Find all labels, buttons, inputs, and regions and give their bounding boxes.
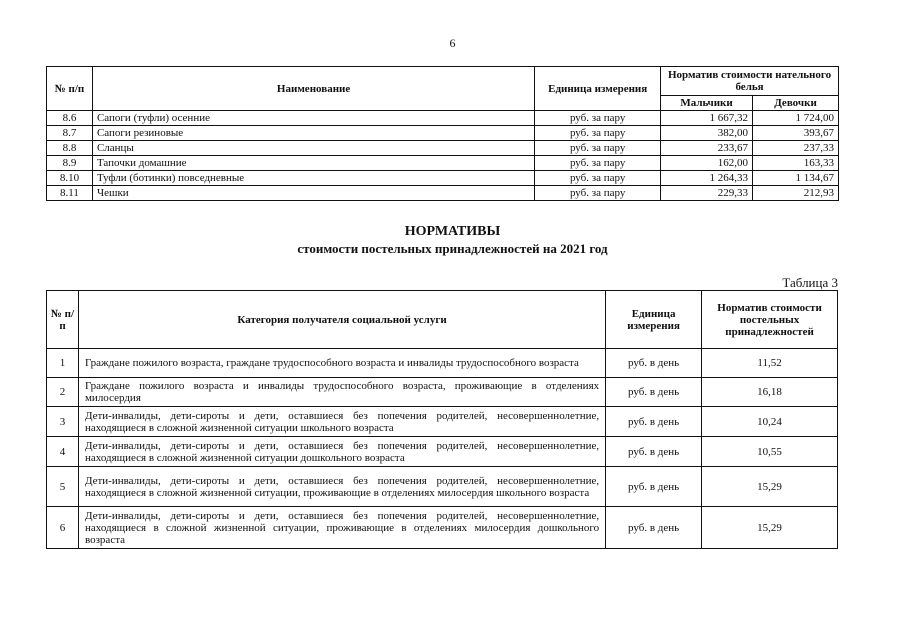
header-category: Категория получателя социальной услуги [78,291,605,349]
row-girls: 1 134,67 [753,171,839,186]
row-girls: 393,67 [753,126,839,141]
row-value: 15,29 [702,467,838,507]
row-unit: руб. за пару [535,186,661,201]
row-num: 8.11 [47,186,93,201]
header-girls: Девочки [753,96,839,111]
row-num: 8.6 [47,111,93,126]
row-value: 11,52 [702,349,838,378]
section-subtitle: стоимости постельных принадлежностей на 2021 год [297,241,608,256]
header-num: № п/п [47,291,79,349]
row-unit: руб. за пару [535,171,661,186]
row-category: Граждане пожилого возраста, граждане трудоспособного возраста и инвалиды трудоспособного возраста [78,349,605,378]
row-name: Туфли (ботинки) повседневные [92,171,534,186]
row-num: 8.8 [47,141,93,156]
row-num: 5 [47,467,79,507]
section-title: НОРМАТИВЫ [404,224,501,239]
row-boys: 229,33 [661,186,753,201]
header-unit: Единица измерения [535,67,661,111]
row-category: Дети-инвалиды, дети-сироты и дети, оставшиеся без попечения родителей, несовершеннолетние, находящиеся в сложной жизненной ситуации школьного возраста [78,407,605,437]
row-category: Дети-инвалиды, дети-сироты и дети, оставшиеся без попечения родителей, несовершеннолетние, находящиеся в сложной жизненной ситуации, проживающие в отделениях милосердия дошкольного возраста [78,507,605,549]
row-unit: руб. за пару [535,141,661,156]
table-row [47,437,838,467]
row-unit: руб. в день [606,467,702,507]
table-row [47,111,839,126]
header-name: Наименование [92,67,534,111]
row-category: Граждане пожилого возраста и инвалиды трудоспособного возраста, проживающие в отделениях милосердия [78,378,605,407]
row-unit: руб. в день [606,349,702,378]
row-value: 10,24 [702,407,838,437]
table-row [47,507,838,549]
table-row [47,378,838,407]
row-boys: 382,00 [661,126,753,141]
row-unit: руб. в день [606,407,702,437]
header-norm: Норматив стоимости постельных принадлежностей [702,291,838,349]
row-unit: руб. за пару [535,111,661,126]
row-boys: 1 264,33 [661,171,753,186]
row-category: Дети-инвалиды, дети-сироты и дети, оставшиеся без попечения родителей, несовершеннолетние, находящиеся в сложной жизненной ситуации, проживающие в отделениях милосердия школьного возраста [78,467,605,507]
row-value: 15,29 [702,507,838,549]
row-girls: 212,93 [753,186,839,201]
bedding-norms-table [46,290,838,549]
row-name: Сапоги резиновые [92,126,534,141]
row-unit: руб. за пару [535,126,661,141]
row-unit: руб. в день [606,378,702,407]
page-number: 6 [449,36,456,50]
table-row [47,171,839,186]
table-row [47,186,839,201]
row-name: Тапочки домашние [92,156,534,171]
row-value: 16,18 [702,378,838,407]
row-girls: 1 724,00 [753,111,839,126]
row-boys: 162,00 [661,156,753,171]
header-boys: Мальчики [661,96,753,111]
table-row [47,407,838,437]
row-girls: 237,33 [753,141,839,156]
clothing-norms-table [46,66,839,201]
row-unit: руб. за пару [535,156,661,171]
row-num: 1 [47,349,79,378]
row-num: 3 [47,407,79,437]
row-value: 10,55 [702,437,838,467]
table-row [47,349,838,378]
row-num: 8.10 [47,171,93,186]
row-girls: 163,33 [753,156,839,171]
row-category: Дети-инвалиды, дети-сироты и дети, оставшиеся без попечения родителей, несовершеннолетние, находящиеся в сложной жизненной ситуации дошкольного возраста [78,437,605,467]
row-num: 2 [47,378,79,407]
row-unit: руб. в день [606,507,702,549]
row-boys: 233,67 [661,141,753,156]
table-row [47,467,838,507]
table-row [47,141,839,156]
table-row [47,126,839,141]
header-num: № п/п [47,67,93,111]
row-num: 4 [47,437,79,467]
row-name: Чешки [92,186,534,201]
row-boys: 1 667,32 [661,111,753,126]
header-unit: Единица измерения [606,291,702,349]
table-row [47,156,839,171]
table-label: Таблица 3 [782,275,838,290]
row-num: 8.7 [47,126,93,141]
row-name: Сапоги (туфли) осенние [92,111,534,126]
row-unit: руб. в день [606,437,702,467]
row-num: 6 [47,507,79,549]
row-num: 8.9 [47,156,93,171]
header-norm: Норматив стоимости нательного белья [661,67,839,96]
row-name: Сланцы [92,141,534,156]
